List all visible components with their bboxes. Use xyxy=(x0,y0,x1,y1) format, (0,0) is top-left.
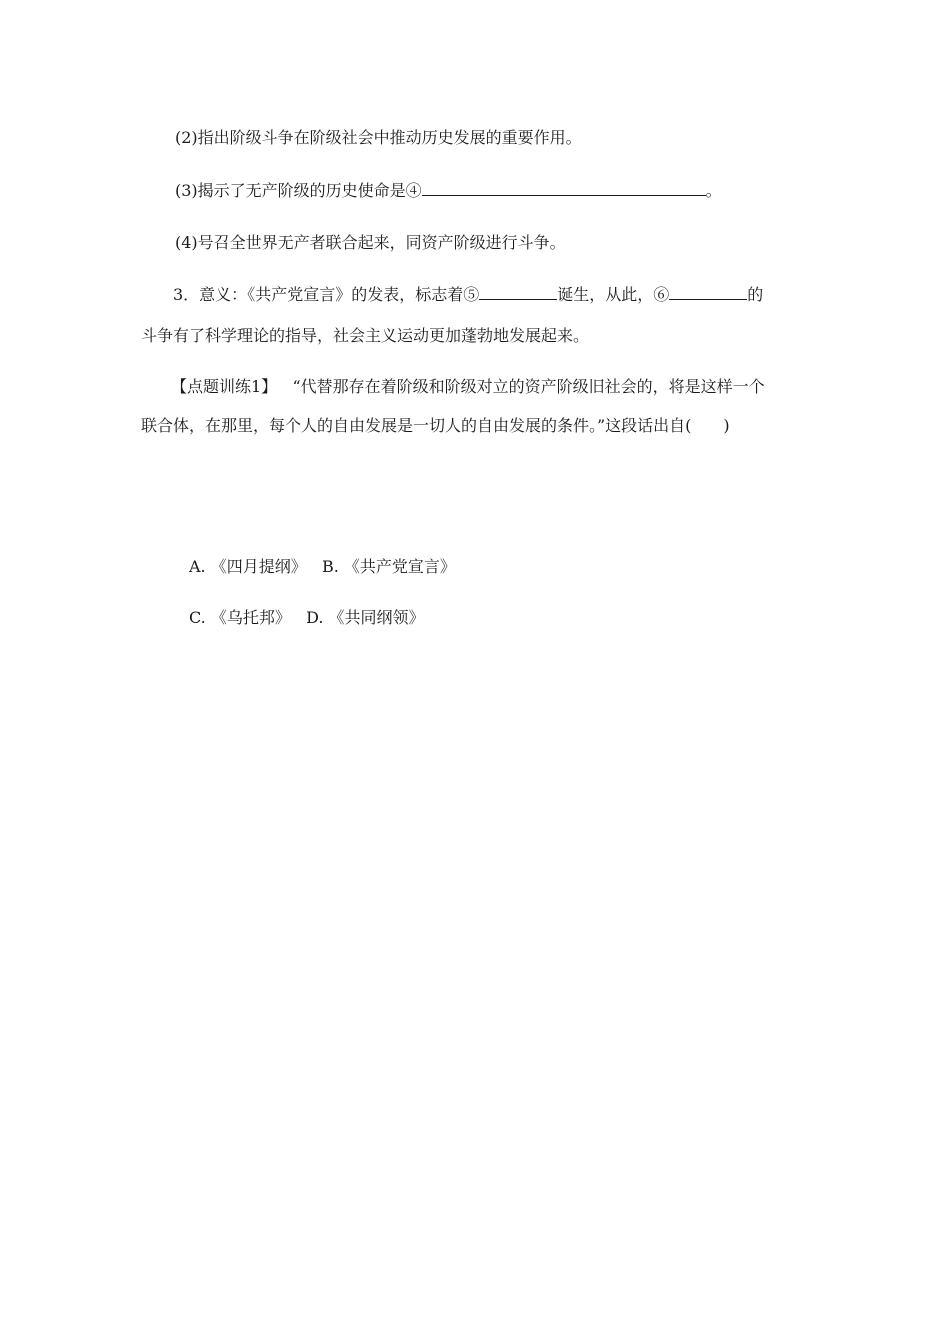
exercise-quote-start: “代替那存在着阶级和阶级对立的资产阶级旧社会的，将是这样一个 xyxy=(292,377,765,396)
item-2-text xyxy=(175,128,582,148)
significance-line-1 xyxy=(173,285,763,305)
significance-part-1: 《共产党宣言》的发表，标志着⑤ xyxy=(247,285,480,304)
answer-blank-5[interactable] xyxy=(479,285,557,300)
answer-blank-4[interactable] xyxy=(422,181,706,196)
significance-part-3: 的 xyxy=(747,285,764,304)
significance-continuation: 斗争有了科学理论的指导，社会主义运动更加蓬勃地发展起来。 xyxy=(141,326,590,345)
item-3-suffix: 。 xyxy=(705,181,722,200)
item-4: (4)号召全世界无产者联合起来，同资产阶级进行斗争。 xyxy=(175,233,566,252)
option-d[interactable]: D. 《共同纲领》 xyxy=(306,608,425,627)
options-row-2 xyxy=(189,608,425,628)
item-4-text xyxy=(175,233,566,253)
item-2: (2)指出阶级斗争在阶级社会中推动历史发展的重要作用。 xyxy=(175,128,582,147)
answer-blank-6[interactable] xyxy=(669,285,747,300)
item-3-text xyxy=(175,181,722,201)
exercise-tag: 【点题训练1】 xyxy=(171,377,278,396)
options-row-1 xyxy=(189,557,456,577)
significance-line-2 xyxy=(141,326,589,346)
exercise-line-2 xyxy=(141,416,730,436)
option-b[interactable]: B. 《共产党宣言》 xyxy=(322,557,456,576)
option-a[interactable]: A. 《四月提纲》 xyxy=(189,557,307,576)
exercise-quote-end: 联合体，在那里，每个人的自由发展是一切人的自由发展的条件。”这段话出自( ) xyxy=(141,416,730,435)
exercise-line-1 xyxy=(171,377,765,397)
option-c[interactable]: C. 《乌托邦》 xyxy=(189,608,291,627)
item-3-prefix: (3)揭示了无产阶级的历史使命是④ xyxy=(175,181,422,200)
significance-label: 3．意义： xyxy=(173,285,248,304)
significance-part-2: 诞生，从此，⑥ xyxy=(557,285,670,304)
